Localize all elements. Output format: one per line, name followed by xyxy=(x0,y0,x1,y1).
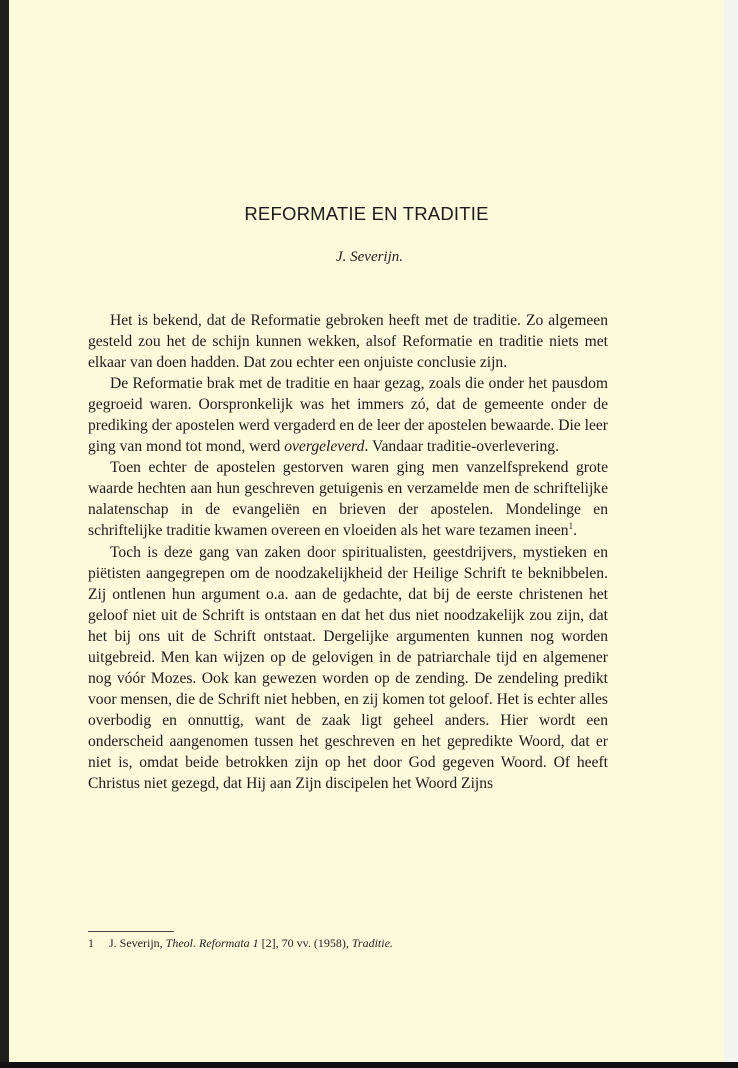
paragraph-4: Toch is deze gang van zaken door spiritualisten, geestdrijvers, mystieken en piëtisten aangegrepen om de noodzakelijkheid der Heilige Schrift te beknibbelen. Zij ontlenen hun argument o.a. aan de gedachte, dat bij de eerste christenen het geloof niet uit de Schrift is ontstaan en dat het dus niet noodzakelijk zou zijn, dat het bij ons uit de Schrift ontstaat. Dergelijke argumenten kunnen nog worden uitgebreid. Men kan wijzen op de gelovigen in de patriarchale tijd en algemener nog vóór Mozes. Ook kan gewezen worden op de zending. De zendeling predikt voor mensen, die de Schrift niet hebben, en zij komen tot geloof. Het is echter alles overbodig en onnuttig, want de zaak ligt geheel anders. Hier wordt een onderscheid aangenomen tussen het geschreven en het gepredikte Woord, dat er niet is, omdat beide betrokken zijn op het door God gegeven Woord. Of heeft Christus niet gezegd, dat Hij aan Zijn discipelen het Woord Zijns xyxy=(88,543,608,793)
paragraph-1: Het is bekend, dat de Reformatie gebroken heeft met de traditie. Zo algemeen gesteld zou het de schijn kunnen wekken, alsof Reformatie en traditie niets met elkaar van doen hadden. Dat zou echter een onjuiste conclusie zijn. xyxy=(88,312,608,372)
paragraph-2-emphasis: overgeleverd xyxy=(284,438,365,456)
footnote-reference[interactable]: 1 xyxy=(568,521,574,532)
page-edge-bottom xyxy=(0,1062,738,1068)
page-edge-right xyxy=(724,0,738,1068)
paragraph-2 xyxy=(88,373,608,457)
footnote-details: [2], 70 vv. (1958), xyxy=(261,936,349,950)
article-author: J. Severijn. xyxy=(335,249,404,265)
paragraph-3-tail: . xyxy=(573,522,577,540)
article-title: REFORMATIE EN TRADITIE xyxy=(244,203,489,224)
paragraph-2-text: De Reformatie brak met de traditie en haar gezag, zoals die onder het pausdom gegroeid waren. Oorspronkelijk was het immers zó, dat de gemeente onder de prediking der apostelen werd vergaderd en de leer der apostelen bewaarde. Die leer ging van mond tot mond, werd xyxy=(88,375,608,456)
article-body xyxy=(88,310,608,794)
paragraph-3-text: Toen echter de apostelen gestorven waren ging men vanzelfsprekend grote waarde hechten aan hun geschreven getuigenis en verzamelde men de schriftelijke nalatenschap in de evangeliën en brieven der apostelen. Mondelinge en schriftelijke traditie kwamen overeen en vloeiden als het ware tezamen ineen xyxy=(88,459,608,540)
document-page xyxy=(9,0,724,1062)
paragraph-2-tail: . Vandaar traditie-overlevering. xyxy=(364,438,559,456)
paragraph-3 xyxy=(88,457,608,541)
footnote-divider xyxy=(88,931,174,932)
footnote xyxy=(88,936,648,951)
footnote-author: J. Severijn, xyxy=(109,936,163,950)
footnote-journal: Theol. Reformata 1 xyxy=(165,936,259,950)
footnote-number: 1 xyxy=(88,936,94,950)
footnote-article: Traditie. xyxy=(351,936,393,950)
